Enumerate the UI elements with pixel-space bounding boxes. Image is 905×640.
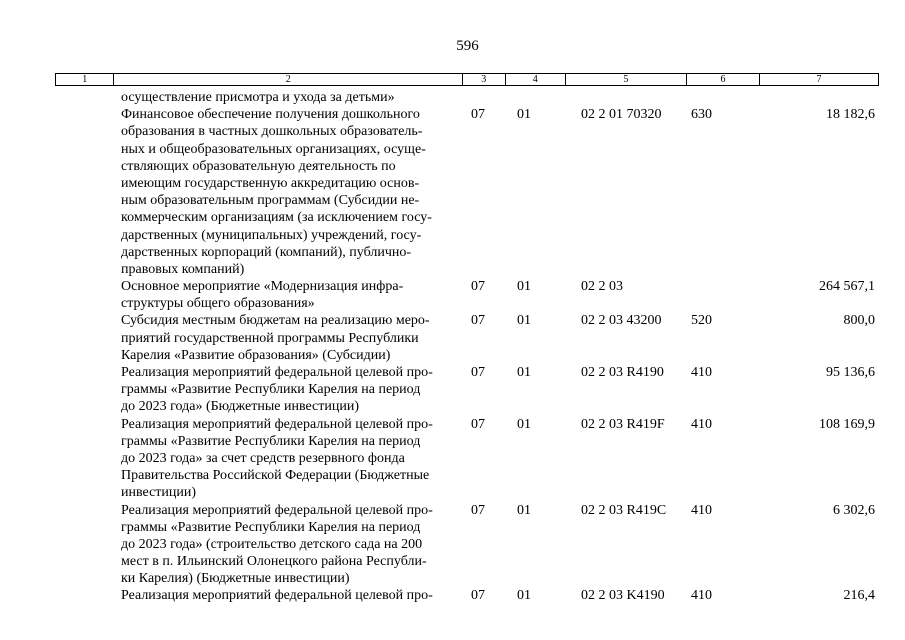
row-line: [0, 519, 905, 536]
row-description-text: граммы «Развитие Республики Карелия на период: [121, 519, 421, 535]
row-line: [0, 106, 905, 123]
table-row: [0, 278, 905, 312]
subchapter-code: 01: [517, 107, 531, 123]
column-header-1: 1: [56, 74, 114, 86]
row-description-text: ствляющих образовательную деятельность по: [121, 158, 396, 174]
table-row: [0, 416, 905, 502]
row-line: [0, 484, 905, 501]
target-article-code: 02 2 03: [581, 279, 623, 295]
column-header-4: 4: [505, 74, 565, 86]
row-description-text: до 2023 года» (строительство детского сада на 200: [121, 536, 423, 552]
row-description-text: Правительства Российской Федерации (Бюджетные: [121, 468, 430, 484]
row-description-text: Реализация мероприятий федеральной целевой про-: [121, 588, 433, 604]
row-line: [0, 158, 905, 175]
row-description-text: ки Карелия) (Бюджетные инвестиции): [121, 571, 350, 587]
table-row: [0, 312, 905, 364]
row-description-text: дарственных (муниципальных) учреждений, госу-: [121, 227, 422, 243]
row-line: [0, 416, 905, 433]
row-description-text: Реализация мероприятий федеральной целевой про-: [121, 365, 433, 380]
amount-value: 95 136,6: [826, 365, 875, 380]
row-description-text: Карелия «Развитие образования» (Субсидии): [121, 347, 391, 363]
row-description-text: Финансовое обеспечение получения дошкольного: [121, 107, 420, 123]
row-line: [0, 330, 905, 347]
row-line: [0, 364, 905, 381]
row-line: [0, 502, 905, 519]
row-description-text: ных и общеобразовательных организациях, осуще-: [121, 141, 426, 157]
amount-value: 264 567,1: [819, 279, 875, 295]
row-line: [0, 467, 905, 484]
subchapter-code: 01: [517, 416, 531, 432]
row-line: [0, 347, 905, 364]
column-header-5: 5: [565, 74, 686, 86]
row-description-text: Основное мероприятие «Модернизация инфра-: [121, 279, 404, 295]
page-number: 596: [456, 38, 479, 54]
chapter-code: 07: [471, 365, 485, 380]
row-line: [0, 175, 905, 192]
expense-type-code: 630: [691, 107, 712, 123]
chapter-code: 07: [471, 313, 485, 329]
expense-type-code: 410: [691, 365, 712, 380]
subchapter-code: 01: [517, 588, 531, 604]
row-description-text: ным образовательным программам (Субсидии не-: [121, 193, 420, 209]
row-line: [0, 312, 905, 329]
table-row: [0, 502, 905, 588]
row-description-text: граммы «Развитие Республики Карелия на период: [121, 382, 421, 398]
row-description-text: образования в частных дошкольных образователь-: [121, 124, 423, 140]
row-description-text: до 2023 года» за счет средств резервного фонда: [121, 450, 405, 466]
row-description-text: до 2023 года» (Бюджетные инвестиции): [121, 399, 359, 415]
table-row: [0, 364, 905, 416]
row-description-text: Реализация мероприятий федеральной целевой про-: [121, 416, 433, 432]
table-row: [0, 89, 905, 106]
row-description-text: имеющим государственную аккредитацию основ-: [121, 175, 420, 191]
row-line: [0, 278, 905, 295]
row-line: [0, 141, 905, 158]
subchapter-code: 01: [517, 279, 531, 295]
chapter-code: 07: [471, 416, 485, 432]
target-article-code: 02 2 03 R4190: [581, 365, 664, 380]
column-header-3: 3: [462, 74, 505, 86]
row-description-text: Реализация мероприятий федеральной целевой про-: [121, 502, 433, 518]
row-line: [0, 192, 905, 209]
row-line: [0, 381, 905, 398]
target-article-code: 02 2 03 K4190: [581, 588, 665, 604]
target-article-code: 02 2 03 43200: [581, 313, 662, 329]
chapter-code: 07: [471, 588, 485, 604]
column-header-6: 6: [686, 74, 759, 86]
amount-value: 108 169,9: [819, 416, 875, 432]
row-description-text: структуры общего образования»: [121, 296, 315, 312]
row-description-text: коммерческим организациям (за исключением госу-: [121, 210, 432, 226]
table-body: [0, 89, 905, 605]
amount-value: 216,4: [843, 588, 875, 604]
row-description-text: Субсидия местным бюджетам на реализацию меро-: [121, 313, 430, 329]
row-description-text: дарственных корпораций (компаний), публично-: [121, 244, 412, 260]
amount-value: 800,0: [843, 313, 875, 329]
chapter-code: 07: [471, 502, 485, 518]
row-description-text: мест в п. Ильинский Олонецкого района Республи-: [121, 554, 427, 570]
amount-value: 18 182,6: [826, 107, 875, 123]
row-description-text: приятий государственной программы Республики: [121, 330, 419, 346]
column-header-row: [55, 73, 879, 86]
chapter-code: 07: [471, 107, 485, 123]
row-line: [0, 587, 905, 604]
row-line: [0, 398, 905, 415]
expense-type-code: 410: [691, 588, 712, 604]
row-line: [0, 433, 905, 450]
row-description-text: правовых компаний): [121, 261, 245, 277]
subchapter-code: 01: [517, 365, 531, 380]
row-description-text: осуществление присмотра и ухода за детьми»: [121, 90, 395, 105]
subchapter-code: 01: [517, 313, 531, 329]
row-line: [0, 123, 905, 140]
target-article-code: 02 2 03 R419F: [581, 416, 665, 432]
expense-type-code: 410: [691, 502, 712, 518]
table-row: [0, 106, 905, 278]
row-line: [0, 450, 905, 467]
target-article-code: 02 2 03 R419C: [581, 502, 667, 518]
expense-type-code: 410: [691, 416, 712, 432]
row-line: [0, 570, 905, 587]
chapter-code: 07: [471, 279, 485, 295]
table-row: [0, 587, 905, 604]
row-line: [0, 244, 905, 261]
column-header-7: 7: [760, 74, 879, 86]
subchapter-code: 01: [517, 502, 531, 518]
row-line: [0, 536, 905, 553]
row-line: [0, 209, 905, 226]
row-line: [0, 553, 905, 570]
row-description-text: инвестиции): [121, 485, 197, 501]
column-header-2: 2: [114, 74, 462, 86]
row-line: [0, 227, 905, 244]
row-line: [0, 295, 905, 312]
expense-type-code: 520: [691, 313, 712, 329]
target-article-code: 02 2 01 70320: [581, 107, 662, 123]
row-description-text: граммы «Развитие Республики Карелия на период: [121, 433, 421, 449]
row-line: [0, 261, 905, 278]
row-line: [0, 89, 905, 106]
amount-value: 6 302,6: [833, 502, 875, 518]
